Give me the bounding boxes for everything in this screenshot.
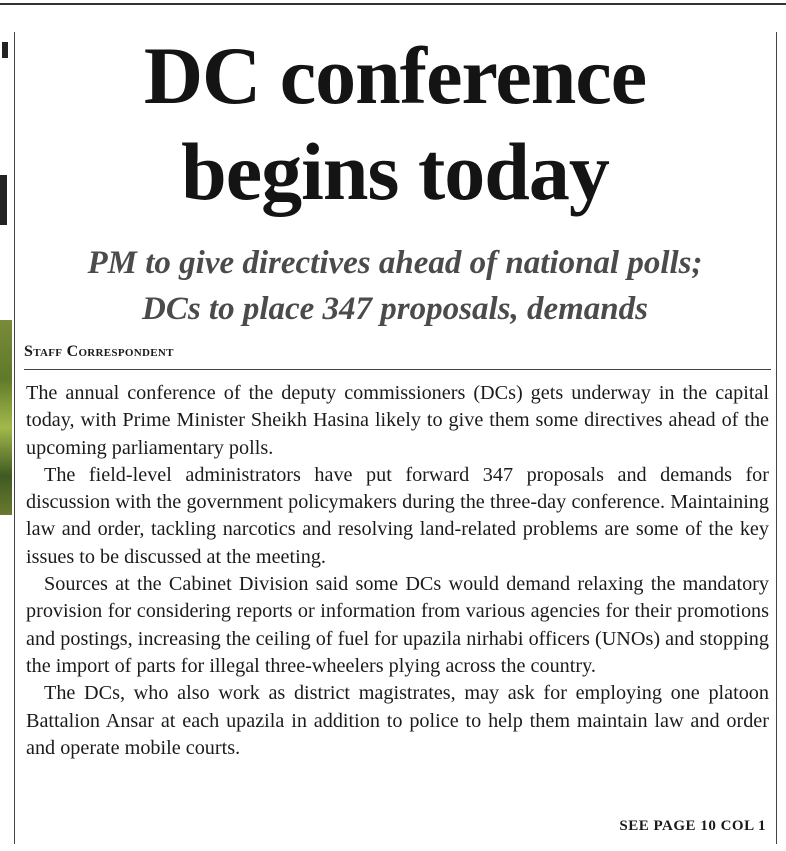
paragraph: Sources at the Cabinet Division said some DCs would demand relaxing the mandatory provision for considering reports or information from various agencies for their promotions and postings, increasing the ceiling of fuel for upazila nirhabi officers (UNOs) and stopping the import of parts for illegal three-wheelers plying across the country. — [26, 573, 769, 677]
adjacent-column-fragment — [0, 175, 7, 225]
column-rule-right — [776, 32, 777, 844]
subheadline-line-1: PM to give directives ahead of national polls; — [87, 245, 703, 281]
paragraph: The DCs, who also work as district magistrates, may ask for employing one platoon Battalion Ansar at each upazila in addition to police to help them maintain law and order and operate mobile courts. — [26, 682, 769, 759]
headline-line-1: DC conference — [143, 30, 647, 121]
adjacent-column-fragment — [2, 42, 8, 58]
column-rule-left — [14, 32, 15, 844]
headline-line-2: begins today — [181, 126, 609, 217]
subheadline — [20, 240, 770, 332]
adjacent-photo-fragment — [0, 320, 12, 515]
paragraph: The field-level administrators have put forward 347 proposals and demands for discussion with the government policymakers during the three-day conference. Maintaining law and order, tackling narcotics and resolving land-related problems are some of the key issues to be discussed at the meeting. — [26, 463, 769, 568]
headline — [20, 28, 770, 220]
byline: Staff Correspondent — [24, 343, 174, 360]
top-rule — [0, 3, 786, 5]
paragraph: The annual conference of the deputy commissioners (DCs) gets underway in the capital today, with Prime Minister Sheikh Hasina likely to give them some directives ahead of the upcoming parliamentary polls. — [26, 382, 769, 459]
article-body — [26, 380, 769, 762]
continuation-jump: SEE PAGE 10 COL 1 — [619, 818, 766, 834]
byline-rule — [24, 369, 771, 370]
subheadline-line-2: DCs to place 347 proposals, demands — [141, 291, 649, 327]
